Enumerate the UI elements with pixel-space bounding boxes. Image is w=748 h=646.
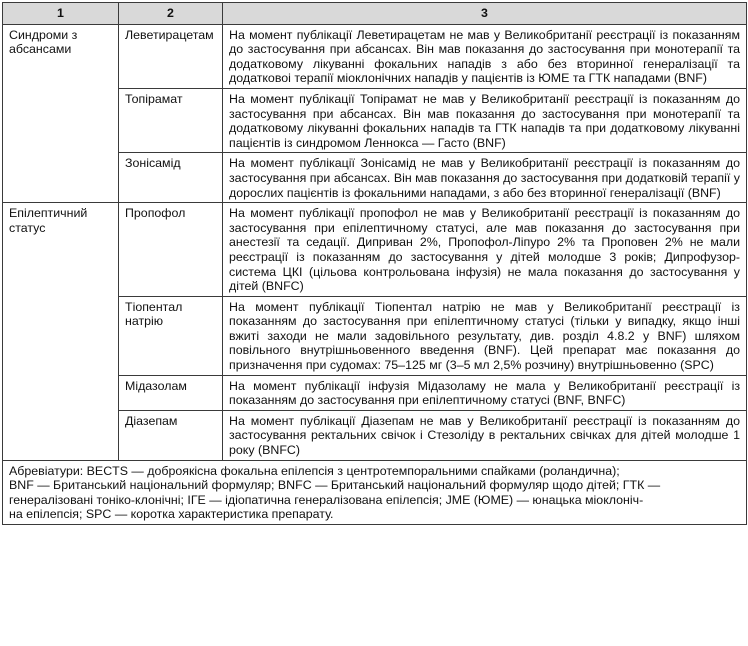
group-label-status-epilepticus: Епілептичний статус (3, 203, 119, 461)
drug-description: На момент публікації інфузія Мідазоламу не мала у Великобританії реєстрації із показанням до застосування при епілептичному статусі (BNF, BNFC) (223, 375, 747, 410)
table-row (3, 24, 747, 88)
header-col-1: 1 (3, 3, 119, 25)
drug-description: На момент публікації Тіопентал натрію не мав у Великобританії реєстрації із показанням до застосування при епілептичному статусі (тільки у випадку, якщо інші вжиті заходи не мали задовільного результату, див. розділ 4.8.2 у BNF) шляхом повільного внутрішньовенного введення (BNF). Цей препарат має показання до призначення при судомах: 75–125 мг (3–5 мл 2,5% розчину) внутрішньовенно (SPC) (223, 296, 747, 375)
drug-name: Леветирацетам (119, 24, 223, 88)
drug-name: Пропофол (119, 203, 223, 297)
drug-name: Тіопентал натрію (119, 296, 223, 375)
abbreviations-line: BNF — Британський національний формуляр; BNFC — Британський національний формуляр щодо дітей; ГТК — (9, 478, 661, 493)
header-col-2: 2 (119, 3, 223, 25)
drug-name: Діазепам (119, 410, 223, 460)
drug-table (2, 2, 747, 525)
drug-name: Топірамат (119, 88, 223, 152)
abbreviations-line: Абревіатури: BECTS — доброякісна фокальна епілепсія з центротемпоральними спайками (роландична); (9, 463, 620, 478)
drug-description: На момент публікації Діазепам не мав у Великобританії реєстрації із показанням до застосування ректальних свічок і Стезоліду в ректальних свічках для дітей молодше 1 року (BNFC) (223, 410, 747, 460)
drug-name: Мідазолам (119, 375, 223, 410)
abbreviations-note (3, 460, 747, 524)
group-label-absence-syndromes: Синдроми з абсансами (3, 24, 119, 203)
document-page (2, 2, 746, 525)
drug-name: Зонісамід (119, 153, 223, 203)
table-row (3, 203, 747, 297)
table-header-row (3, 3, 747, 25)
abbreviations-line: генералізовані тоніко-клонічні; ІГЕ — ідіопатична генералізована епілепсія; ЈМЕ (ЮМЕ) — юнацька міоклоніч- (9, 492, 644, 507)
header-col-3: 3 (223, 3, 747, 25)
drug-description: На момент публікації пропофол не мав у Великобританії реєстрації із показанням до застосування при епілептичному статусі, але мав показання до застосування при анестезії та седації. Диприван 2%, Пропофол-Ліпуро 2% та Проповен 2% не мали реєстрації із показанням до застосування у дітей молодше 3 років; Дипрофузор-система ЦКІ (цільова контрольована інфузія) не мала показання до застосування у дітей (BNFC) (223, 203, 747, 297)
drug-description: На момент публікації Леветирацетам не мав у Великобританії реєстрації із показанням до застосування при абсансах. Він мав показання до застосування при монотерапії та додатковому лікуванні фокальних нападів з або без вторинної генералізації та додатковоі терапії міоклонічних нападів у пацієнтів із ЮМЕ та ГТК нападами (BNF) (223, 24, 747, 88)
abbreviations-line: на епілепсія; SPC — коротка характеристика препарату. (9, 507, 334, 522)
drug-description: На момент публікації Зонісамід не мав у Великобританії реєстрації із показанням до застосування при абсансах. Він мав показання до застосування при додатковій терапії у дорослих пацієнтів із фокальними нападами, з або без вторинної генералізації (BNF) (223, 153, 747, 203)
notes-row (3, 460, 747, 524)
drug-description: На момент публікації Топірамат не мав у Великобританії реєстрації із показанням до застосування при абсансах. Він мав показання до застосування при монотерапії та додатковому лікуванні фокальних нападів та ГТК нападів та при додатковому лікуванні пацієнтів із синдромом Леннокса — Гасто (BNF) (223, 88, 747, 152)
